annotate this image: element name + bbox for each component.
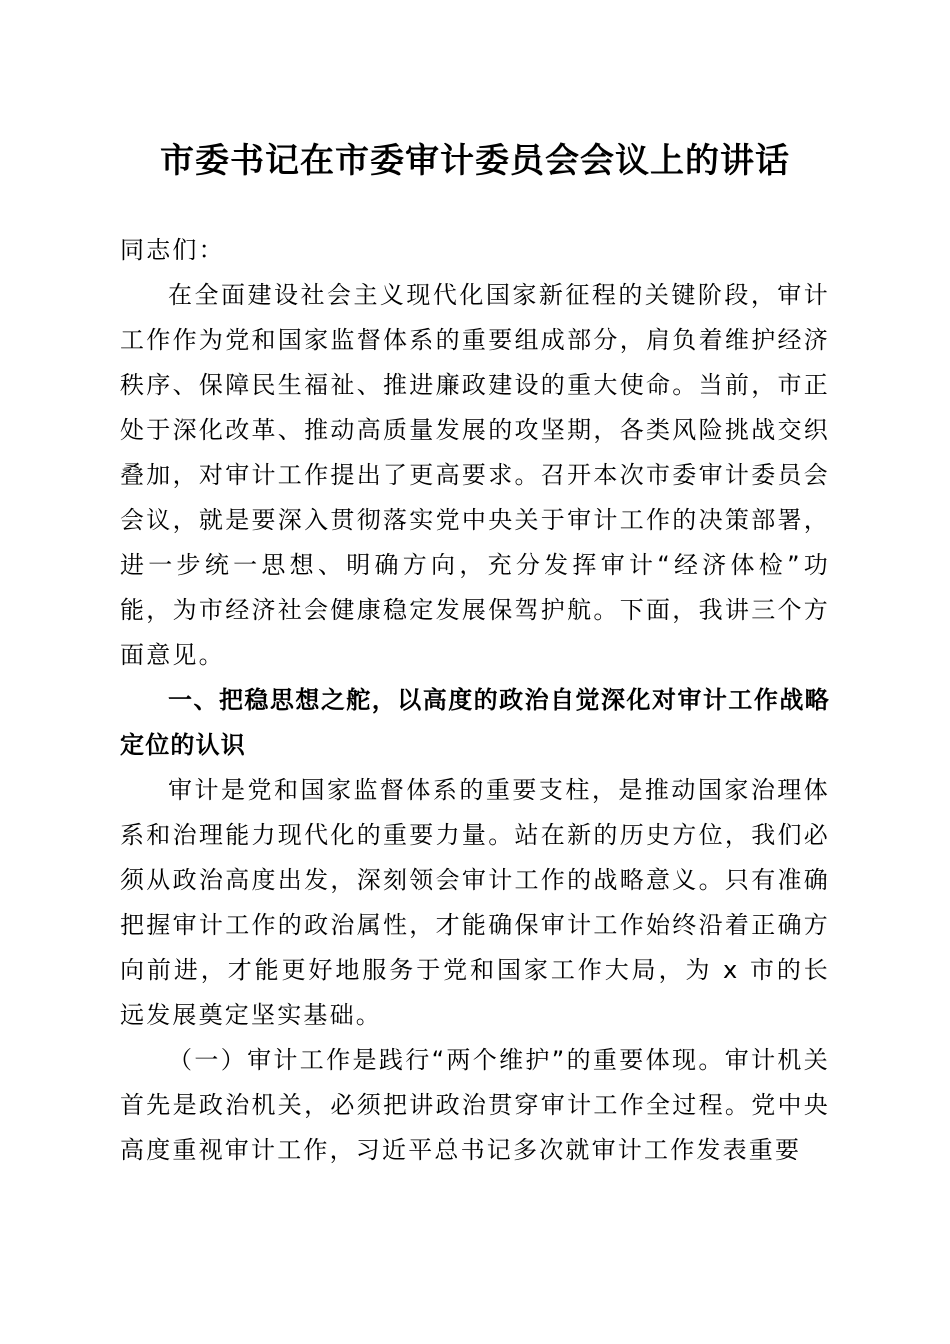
intro-paragraph: 在全面建设社会主义现代化国家新征程的关键阶段，审计工作作为党和国家监督体系的重要组成部分，肩负着维护经济秩序、保障民生福祉、推进廉政建设的重大使命。当前，市正处于深化改革、推动高质量发展的攻坚期，各类风险挑战交织叠加，对审计工作提出了更高要求。召开本次市委审计委员会会议，就是要深入贯彻落实党中央关于审计工作的决策部署，进一步统一思想、明确方向，充分发挥审计“经济体检”功能，为市经济社会健康稳定发展保驾护航。下面，我讲三个方面意见。 xyxy=(120,281,830,669)
section-1-paragraph: 审计是党和国家监督体系的重要支柱，是推动国家治理体系和治理能力现代化的重要力量。站在新的历史方位，我们必须从政治高度出发，深刻领会审计工作的战略意义。只有准确把握审计工作的政治属性，才能确保审计工作始终沿着正确方向前进，才能更好地服务于党和国家工作大局，为 x 市的长远发展奠定坚实基础。 xyxy=(120,776,830,1029)
document-body xyxy=(120,228,830,1173)
document-title: 市委书记在市委审计委员会会议上的讲话 xyxy=(160,141,790,181)
subsection-1-body: 审计机关首先是政治机关，必须把讲政治贯穿审计工作全过程。党中央高度重视审计工作，习近平总书记多次就审计工作发表重要 xyxy=(120,1046,830,1164)
subsection-1-paragraph xyxy=(120,1038,830,1173)
section-heading-1: 一、把稳思想之舵，以高度的政治自觉深化对审计工作战略定位的认识 xyxy=(120,686,830,759)
salutation: 同志们： xyxy=(120,236,225,264)
subsection-1-lead: （一）审计工作是践行“两个维护”的重要体现。 xyxy=(168,1046,725,1074)
